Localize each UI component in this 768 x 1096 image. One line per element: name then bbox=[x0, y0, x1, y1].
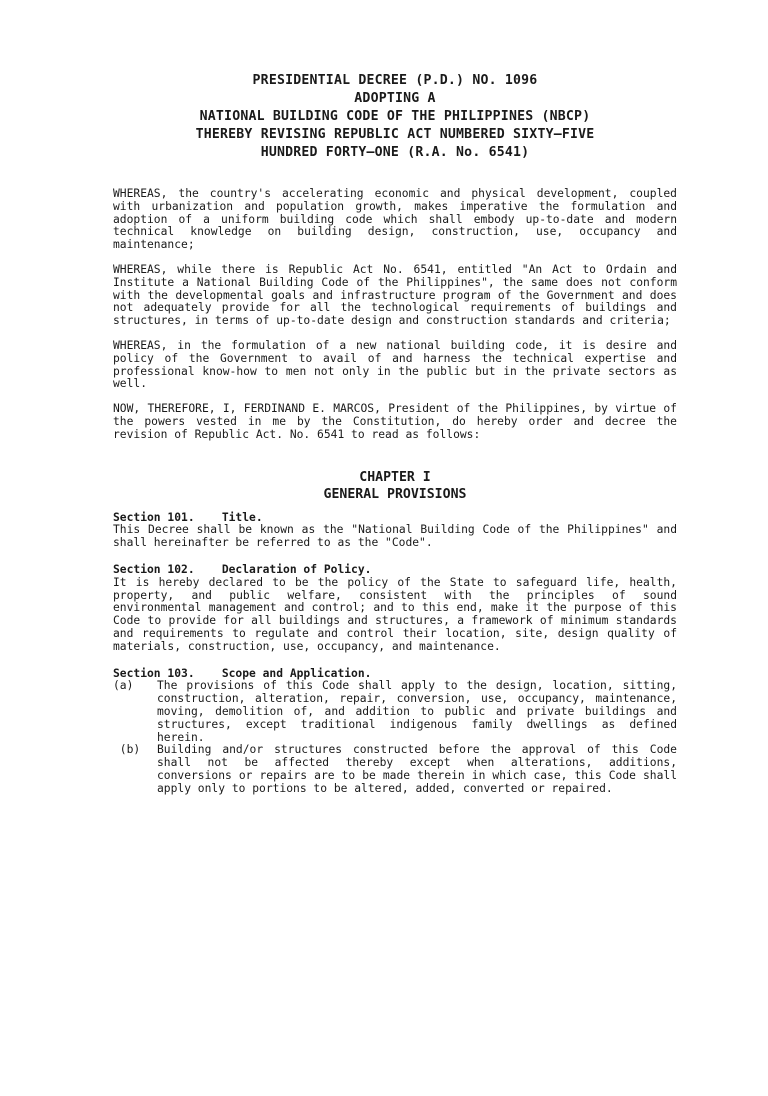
title-line-decree: PRESIDENTIAL DECREE (P.D.) NO. 1096 bbox=[252, 73, 538, 88]
chapter-number: CHAPTER I bbox=[359, 469, 431, 485]
preamble-whereas-3: WHEREAS, in the formulation of a new national building code, it is desire and policy of the Government to avail of and harness the technical expertise and professional know-how to men not only in the public but in the private sectors as well. bbox=[113, 338, 677, 391]
preamble-whereas-2: WHEREAS, while there is Republic Act No. 6541, entitled "An Act to Ordain and Institute a National Building Code of the Philippines", the same does not conform with the developmental goals and infrastructure program of the Government and does not adequately provide for all the technological requirements of buildings and structures, in terms of up-to-date design and construction standards and criteria; bbox=[113, 262, 677, 328]
section-101-body: This Decree shall be known as the "National Building Code of the Philippines" and shall hereinafter be referred to as the "Code". bbox=[113, 523, 677, 550]
title-line-revising: THEREBY REVISING REPUBLIC ACT NUMBERED SIXTY–FIVE bbox=[195, 127, 595, 142]
clause-b-text: Building and/or structures constructed before the approval of this Code shall not be affected thereby except when alterations, additions, conversions or repairs are to be made therein in which case, this Code shall apply only to portions to be altered, added, converted or repaired. bbox=[157, 743, 677, 795]
chapter-title: GENERAL PROVISIONS bbox=[323, 486, 467, 502]
section-103-heading: Section 103. Scope and Application. bbox=[113, 666, 372, 680]
section-102-body: It is hereby declared to be the policy of the State to safeguard life, health, property, and public welfare, consistent with the principles of sound environmental management and control; and to this end, make it the purpose of this Code to provide for all buildings and structures, a framework of minimum standards and requirements to regulate and control their location, site, design quality of materials, construction, use, occupancy, and maintenance. bbox=[113, 575, 677, 653]
title-line-adopting: ADOPTING A bbox=[354, 91, 436, 106]
chapter-heading bbox=[113, 469, 677, 503]
preamble-whereas-1: WHEREAS, the country's accelerating economic and physical development, coupled with urbanization and population growth, makes imperative the formulation and adoption of a uniform building code which shall embody up-to-date and modern technical knowledge on building design, construction, use, occupancy and maintenance; bbox=[113, 187, 677, 252]
title-line-ra-number: HUNDRED FORTY–ONE (R.A. No. 6541) bbox=[260, 145, 530, 160]
section-103-clause-a bbox=[113, 680, 677, 744]
document-title bbox=[113, 72, 677, 162]
section-102-heading: Section 102. Declaration of Policy. bbox=[113, 562, 372, 576]
document-page bbox=[0, 72, 768, 1096]
clause-a-text: The provisions of this Code shall apply to the design, location, sitting, construction, alteration, repair, conversion, use, occupancy, maintenance, moving, demolition of, and addition to public and private buildings and structures, except traditional indigenous family dwellings as defined herein. bbox=[157, 679, 677, 744]
preamble-now-therefore: NOW, THEREFORE, I, FERDINAND E. MARCOS, President of the Philippines, by virtue of the powers vested in me by the Constitution, do hereby order and decree the revision of Republic Act. No. 6541 to read as follows: bbox=[113, 402, 677, 441]
title-line-code-name: NATIONAL BUILDING CODE OF THE PHILIPPINES (NBCP) bbox=[199, 109, 591, 124]
section-101-heading: Section 101. Title. bbox=[113, 510, 263, 524]
clause-a-label: (a) bbox=[113, 679, 134, 693]
section-103-clause-b bbox=[113, 744, 677, 795]
clause-b-label: (b) bbox=[113, 743, 141, 757]
